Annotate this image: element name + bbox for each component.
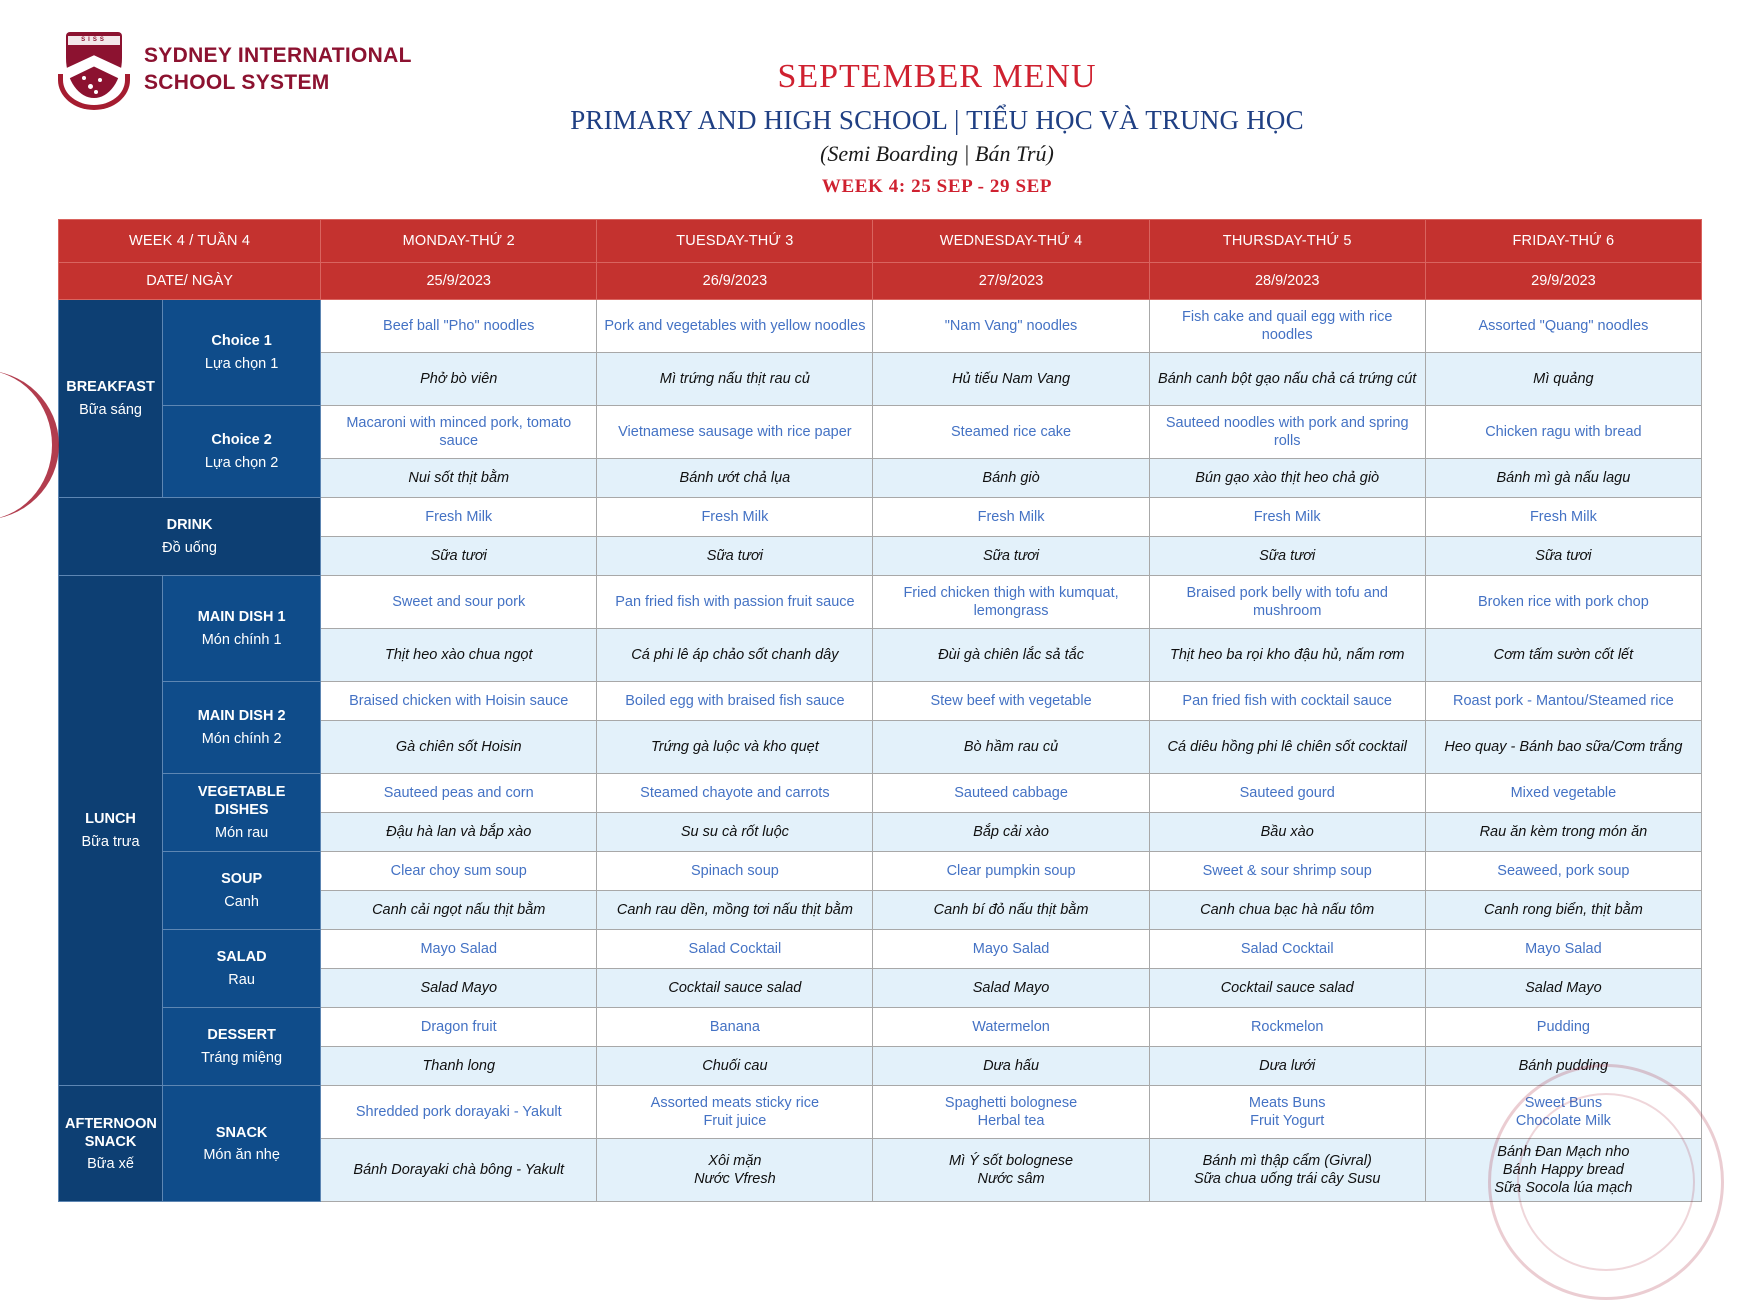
row-label-choice1-en: Choice 1 [211, 333, 272, 350]
cell-snack-vi-fri: Bánh Đan Mạch nho Bánh Happy bread Sữa Socola lúa mạch [1425, 1139, 1701, 1202]
row-label-drink-en: DRINK [166, 517, 213, 534]
school-logo [58, 28, 412, 112]
cell-dessert-en-mon: Dragon fruit [321, 1008, 597, 1047]
cell-vegetable-vi-wed: Bắp cải xào [873, 813, 1149, 852]
cell-main2-vi-mon: Gà chiên sốt Hoisin [321, 721, 597, 774]
day-header-thursday: THURSDAY-THỨ 5 [1149, 220, 1425, 263]
school-name-line1: SYDNEY INTERNATIONAL [144, 44, 412, 68]
section-afternoon-snack [59, 1086, 163, 1202]
row-label-main2-vi: Món chính 2 [201, 730, 282, 747]
cell-soup-en-wed: Clear pumpkin soup [873, 852, 1149, 891]
cell-choice1-en-tue: Pork and vegetables with yellow noodles [597, 300, 873, 353]
cell-choice1-vi-mon: Phở bò viên [321, 353, 597, 406]
row-choice2-en [59, 406, 1702, 459]
cell-main2-en-mon: Braised chicken with Hoisin sauce [321, 682, 597, 721]
row-dessert-en [59, 1008, 1702, 1047]
row-label-main1 [163, 576, 321, 682]
cell-drink-en-wed: Fresh Milk [873, 498, 1149, 537]
cell-snack-vi-wed: Mì Ý sốt bolognese Nước sâm [873, 1139, 1149, 1202]
section-lunch-vi: Bữa trưa [81, 833, 140, 850]
page-title: SEPTEMBER MENU [777, 58, 1097, 95]
cell-main2-vi-tue: Trứng gà luộc và kho quẹt [597, 721, 873, 774]
cell-vegetable-vi-mon: Đậu hà lan và bắp xào [321, 813, 597, 852]
row-choice1-en [59, 300, 1702, 353]
cell-main1-vi-tue: Cá phi lê áp chảo sốt chanh dây [597, 629, 873, 682]
cell-vegetable-en-wed: Sauteed cabbage [873, 774, 1149, 813]
row-label-soup-vi: Canh [224, 893, 259, 910]
row-label-drink [59, 498, 321, 576]
section-breakfast [59, 300, 163, 498]
row-main2-en [59, 682, 1702, 721]
cell-choice1-en-mon: Beef ball "Pho" noodles [321, 300, 597, 353]
row-vegetable-en [59, 774, 1702, 813]
cell-dessert-vi-fri: Bánh pudding [1425, 1047, 1701, 1086]
cell-choice1-vi-fri: Mì quảng [1425, 353, 1701, 406]
row-main1-en [59, 576, 1702, 629]
section-afternoon-snack-en: AFTERNOON SNACK [65, 1115, 157, 1150]
cell-main2-en-fri: Roast pork - Mantou/Steamed rice [1425, 682, 1701, 721]
section-lunch [59, 576, 163, 1086]
cell-choice2-en-thu: Sauteed noodles with pork and spring rolls [1149, 406, 1425, 459]
cell-salad-vi-thu: Cocktail sauce salad [1149, 969, 1425, 1008]
row-label-main2-en: MAIN DISH 2 [197, 708, 286, 725]
row-label-dessert-vi: Tráng miệng [201, 1049, 283, 1066]
page-header [0, 0, 1754, 210]
row-label-main2 [163, 682, 321, 774]
cell-main1-en-tue: Pan fried fish with passion fruit sauce [597, 576, 873, 629]
row-label-soup-en: SOUP [221, 871, 263, 888]
row-label-choice2 [163, 406, 321, 498]
cell-main2-vi-thu: Cá diêu hồng phi lê chiên sốt cocktail [1149, 721, 1425, 774]
cell-main1-en-mon: Sweet and sour pork [321, 576, 597, 629]
cell-dessert-en-fri: Pudding [1425, 1008, 1701, 1047]
cell-choice2-vi-mon: Nui sốt thịt bằm [321, 459, 597, 498]
cell-soup-en-fri: Seaweed, pork soup [1425, 852, 1701, 891]
menu-table [58, 219, 1702, 1202]
cell-salad-en-mon: Mayo Salad [321, 930, 597, 969]
cell-snack-vi-mon: Bánh Dorayaki chà bông - Yakult [321, 1139, 597, 1202]
cell-choice2-en-tue: Vietnamese sausage with rice paper [597, 406, 873, 459]
cell-vegetable-en-thu: Sauteed gourd [1149, 774, 1425, 813]
section-breakfast-vi: Bữa sáng [79, 401, 142, 418]
cell-main1-vi-mon: Thịt heo xào chua ngọt [321, 629, 597, 682]
row-soup-en [59, 852, 1702, 891]
cell-choice1-en-wed: "Nam Vang" noodles [873, 300, 1149, 353]
row-drink-en [59, 498, 1702, 537]
cell-main1-en-thu: Braised pork belly with tofu and mushroom [1149, 576, 1425, 629]
cell-dessert-en-thu: Rockmelon [1149, 1008, 1425, 1047]
cell-choice2-en-fri: Chicken ragu with bread [1425, 406, 1701, 459]
cell-salad-vi-fri: Salad Mayo [1425, 969, 1701, 1008]
row-label-salad-en: SALAD [216, 949, 267, 966]
row-label-snack [163, 1086, 321, 1202]
cell-drink-vi-tue: Sữa tươi [597, 537, 873, 576]
cell-choice1-vi-tue: Mì trứng nấu thịt rau củ [597, 353, 873, 406]
date-wednesday: 27/9/2023 [873, 263, 1149, 300]
row-label-salad [163, 930, 321, 1008]
row-label-choice1 [163, 300, 321, 406]
cell-main1-vi-thu: Thịt heo ba rọi kho đậu hủ, nấm rơm [1149, 629, 1425, 682]
cell-snack-en-thu: Meats Buns Fruit Yogurt [1149, 1086, 1425, 1139]
cell-main2-vi-wed: Bò hầm rau củ [873, 721, 1149, 774]
row-label-vegetable [163, 774, 321, 852]
row-snack-en [59, 1086, 1702, 1139]
cell-choice2-vi-tue: Bánh ướt chả lụa [597, 459, 873, 498]
school-name [144, 43, 412, 97]
cell-salad-en-wed: Mayo Salad [873, 930, 1149, 969]
cell-drink-en-mon: Fresh Milk [321, 498, 597, 537]
day-header-friday: FRIDAY-THỨ 6 [1425, 220, 1701, 263]
section-afternoon-snack-vi: Bữa xế [87, 1155, 134, 1172]
row-label-choice2-en: Choice 2 [211, 432, 272, 449]
page-subtitle: PRIMARY AND HIGH SCHOOL | TIỂU HỌC VÀ TRUNG HỌC [570, 105, 1304, 135]
table-date-row [59, 263, 1702, 300]
cell-snack-en-fri: Sweet Buns Chocolate Milk [1425, 1086, 1701, 1139]
cell-soup-vi-mon: Canh cải ngọt nấu thịt bằm [321, 891, 597, 930]
cell-snack-vi-thu: Bánh mì thập cẩm (Givral) Sữa chua uống trái cây Susu [1149, 1139, 1425, 1202]
cell-soup-en-tue: Spinach soup [597, 852, 873, 891]
decorative-swoosh [0, 370, 59, 520]
cell-dessert-en-tue: Banana [597, 1008, 873, 1047]
cell-choice1-vi-wed: Hủ tiếu Nam Vang [873, 353, 1149, 406]
cell-dessert-vi-tue: Chuối cau [597, 1047, 873, 1086]
cell-soup-vi-fri: Canh rong biển, thịt bằm [1425, 891, 1701, 930]
day-header-monday: MONDAY-THỨ 2 [321, 220, 597, 263]
section-lunch-en: LUNCH [85, 811, 136, 828]
date-friday: 29/9/2023 [1425, 263, 1701, 300]
cell-vegetable-vi-fri: Rau ăn kèm trong món ăn [1425, 813, 1701, 852]
cell-main1-vi-wed: Đùi gà chiên lắc sả tắc [873, 629, 1149, 682]
table-header-row [59, 220, 1702, 263]
cell-main1-en-fri: Broken rice with pork chop [1425, 576, 1701, 629]
cell-snack-en-mon: Shredded pork dorayaki - Yakult [321, 1086, 597, 1139]
corner-label: WEEK 4 / TUẦN 4 [59, 220, 321, 263]
cell-choice2-vi-thu: Bún gạo xào thịt heo chả giò [1149, 459, 1425, 498]
cell-salad-en-tue: Salad Cocktail [597, 930, 873, 969]
row-label-snack-vi: Món ăn nhẹ [203, 1146, 280, 1163]
cell-main2-en-wed: Stew beef with vegetable [873, 682, 1149, 721]
cell-drink-vi-fri: Sữa tươi [1425, 537, 1701, 576]
cell-main1-vi-fri: Cơm tấm sườn cốt lết [1425, 629, 1701, 682]
cell-choice2-en-mon: Macaroni with minced pork, tomato sauce [321, 406, 597, 459]
row-label-main1-vi: Món chính 1 [201, 631, 282, 648]
cell-vegetable-vi-tue: Su su cà rốt luộc [597, 813, 873, 852]
row-label-dessert-en: DESSERT [207, 1027, 276, 1044]
cell-drink-vi-wed: Sữa tươi [873, 537, 1149, 576]
row-label-vegetable-vi: Món rau [215, 824, 269, 841]
date-thursday: 28/9/2023 [1149, 263, 1425, 300]
cell-salad-en-thu: Salad Cocktail [1149, 930, 1425, 969]
cell-salad-vi-tue: Cocktail sauce salad [597, 969, 873, 1008]
cell-choice2-vi-fri: Bánh mì gà nấu lagu [1425, 459, 1701, 498]
cell-drink-en-fri: Fresh Milk [1425, 498, 1701, 537]
cell-soup-vi-tue: Canh rau dền, mồng tơi nấu thịt bằm [597, 891, 873, 930]
cell-soup-en-thu: Sweet & sour shrimp soup [1149, 852, 1425, 891]
cell-main2-vi-fri: Heo quay - Bánh bao sữa/Cơm trắng [1425, 721, 1701, 774]
cell-main2-en-thu: Pan fried fish with cocktail sauce [1149, 682, 1425, 721]
row-label-snack-en: SNACK [215, 1124, 268, 1141]
day-header-wednesday: WEDNESDAY-THỨ 4 [873, 220, 1149, 263]
row-label-main1-en: MAIN DISH 1 [197, 609, 286, 626]
cell-dessert-vi-thu: Dưa lưới [1149, 1047, 1425, 1086]
cell-drink-vi-thu: Sữa tươi [1149, 537, 1425, 576]
week-range: WEEK 4: 25 SEP - 29 SEP [821, 176, 1053, 197]
crest-icon [58, 28, 130, 112]
row-label-choice2-vi: Lựa chọn 2 [204, 454, 279, 471]
school-name-line2: SCHOOL SYSTEM [144, 71, 330, 94]
date-tuesday: 26/9/2023 [597, 263, 873, 300]
cell-vegetable-vi-thu: Bầu xào [1149, 813, 1425, 852]
cell-soup-vi-thu: Canh chua bạc hà nấu tôm [1149, 891, 1425, 930]
cell-choice2-en-wed: Steamed rice cake [873, 406, 1149, 459]
cell-soup-en-mon: Clear choy sum soup [321, 852, 597, 891]
row-salad-en [59, 930, 1702, 969]
cell-snack-en-tue: Assorted meats sticky rice Fruit juice [597, 1086, 873, 1139]
cell-salad-vi-wed: Salad Mayo [873, 969, 1149, 1008]
row-label-choice1-vi: Lựa chọn 1 [204, 355, 279, 372]
cell-salad-vi-mon: Salad Mayo [321, 969, 597, 1008]
row-label-salad-vi: Rau [228, 971, 255, 988]
section-breakfast-en: BREAKFAST [66, 379, 155, 396]
cell-soup-vi-wed: Canh bí đỏ nấu thịt bằm [873, 891, 1149, 930]
cell-vegetable-en-fri: Mixed vegetable [1425, 774, 1701, 813]
cell-snack-vi-tue: Xôi mặn Nước Vfresh [597, 1139, 873, 1202]
day-header-tuesday: TUESDAY-THỨ 3 [597, 220, 873, 263]
cell-drink-en-tue: Fresh Milk [597, 498, 873, 537]
cell-choice1-en-fri: Assorted "Quang" noodles [1425, 300, 1701, 353]
row-label-vegetable-en: VEGETABLE DISHES [197, 784, 286, 819]
cell-choice1-vi-thu: Bánh canh bột gạo nấu chả cá trứng cút [1149, 353, 1425, 406]
date-monday: 25/9/2023 [321, 263, 597, 300]
cell-choice1-en-thu: Fish cake and quail egg with rice noodles [1149, 300, 1425, 353]
cell-salad-en-fri: Mayo Salad [1425, 930, 1701, 969]
cell-vegetable-en-mon: Sauteed peas and corn [321, 774, 597, 813]
cell-main1-en-wed: Fried chicken thigh with kumquat, lemongrass [873, 576, 1149, 629]
cell-dessert-vi-wed: Dưa hấu [873, 1047, 1149, 1086]
boarding-type: (Semi Boarding | Bán Trú) [820, 141, 1054, 166]
cell-main2-en-tue: Boiled egg with braised fish sauce [597, 682, 873, 721]
cell-dessert-vi-mon: Thanh long [321, 1047, 597, 1086]
cell-vegetable-en-tue: Steamed chayote and carrots [597, 774, 873, 813]
cell-dessert-en-wed: Watermelon [873, 1008, 1149, 1047]
date-label: DATE/ NGÀY [59, 263, 321, 300]
cell-drink-en-thu: Fresh Milk [1149, 498, 1425, 537]
cell-drink-vi-mon: Sữa tươi [321, 537, 597, 576]
crest-letters: SISS [68, 36, 120, 45]
row-label-soup [163, 852, 321, 930]
row-label-dessert [163, 1008, 321, 1086]
cell-snack-en-wed: Spaghetti bolognese Herbal tea [873, 1086, 1149, 1139]
cell-choice2-vi-wed: Bánh giò [873, 459, 1149, 498]
row-label-drink-vi: Đồ uống [162, 539, 217, 556]
